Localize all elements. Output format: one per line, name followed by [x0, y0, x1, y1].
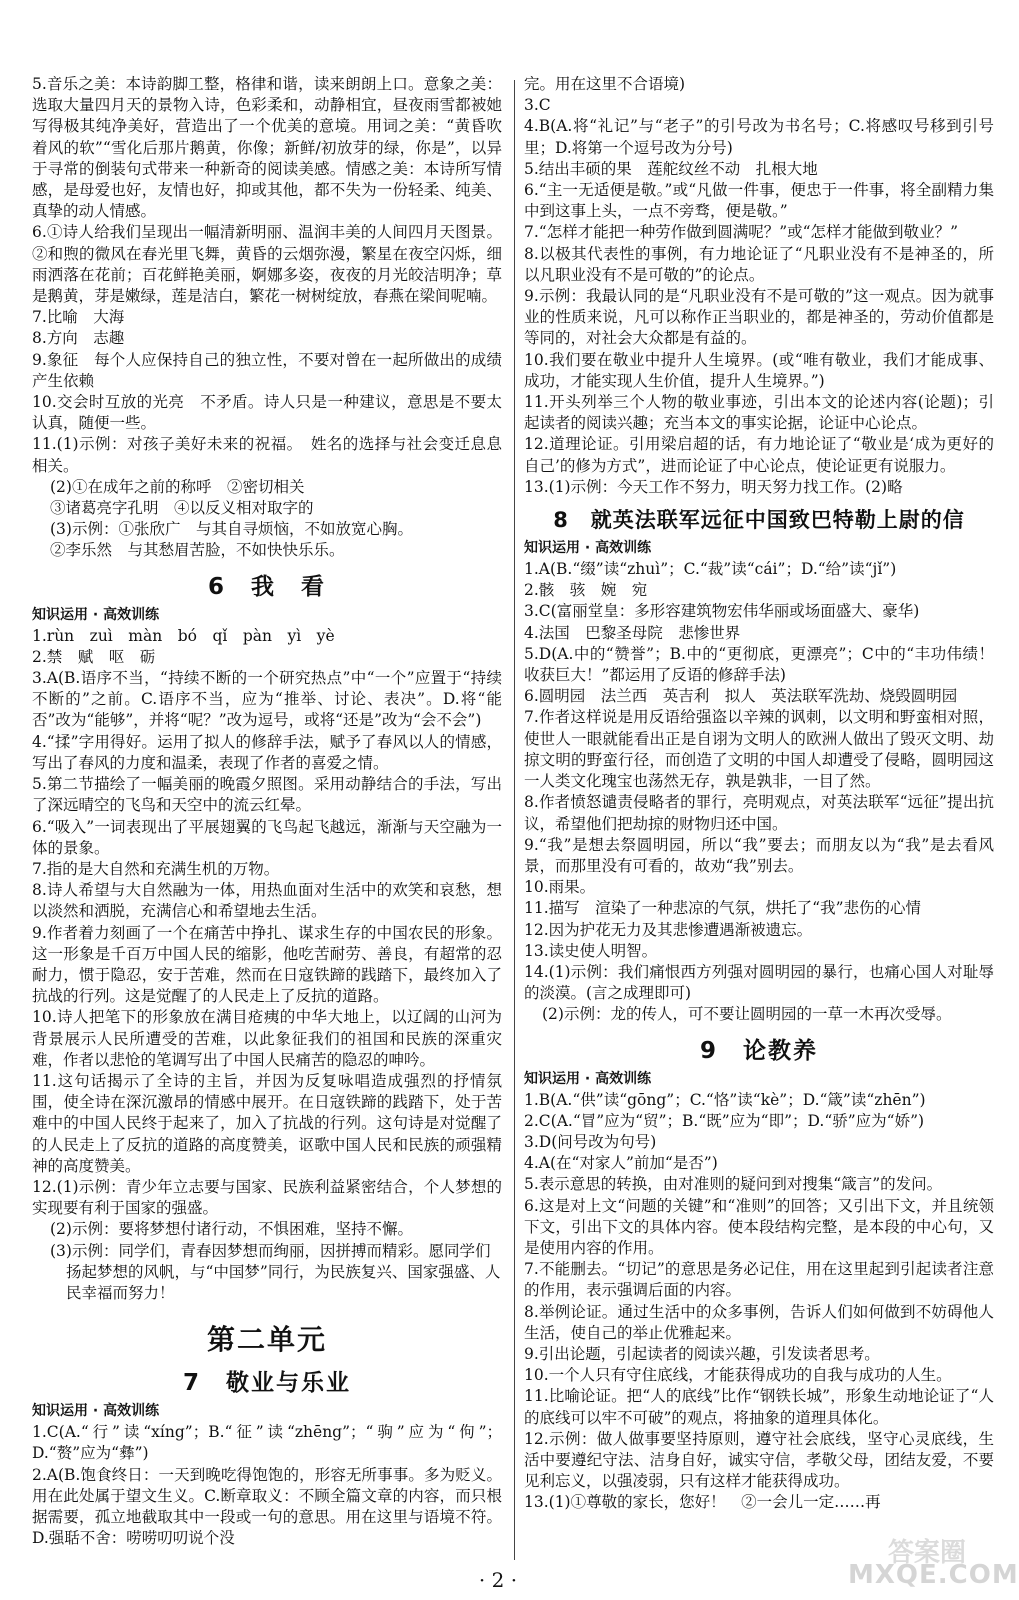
- answer-item: 9.示例：我最认同的是“凡职业没有不是可敬的”这一观点。因为就事业的性质来说，凡可以称作正当职业的，都是神圣的，劳动价值都是等同的，对社会大众都是有益的。: [524, 287, 994, 348]
- answer-item: 7.指的是大自然和充满生机的万物。: [32, 859, 280, 878]
- answer-item: 5.结出丰硕的果 莲舵纹丝不动 扎根大地: [524, 159, 818, 178]
- answer-item: 2.C(A.“冒”应为“贸”；B.“既”应为“即”；D.“骄”应为“娇”): [524, 1111, 925, 1130]
- lesson7-section-label: 知识运用 · 高效训练: [32, 1403, 160, 1420]
- answer-item: 4.A(在“对家人”前加“是否”): [524, 1154, 718, 1173]
- lesson6-heading: 6 我 看: [207, 573, 326, 600]
- answer-item: 11.(1)示例：对孩子美好未来的祝福。 姓名的选择与社会变迁息息相关。: [32, 435, 502, 475]
- lesson6-q12-subanswers: [32, 1219, 502, 1304]
- answer-item: 12.因为护花无力及其悲惨遭遇渐被遗忘。: [524, 920, 813, 939]
- answer-item: 4.B(A.将“礼记”与“老子”的引号改为书名号；C.将感叹号移到引号里；D.将第一个逗号改为分号): [524, 117, 994, 157]
- answer-item: 9.引出论题，引起读者的阅读兴趣，引发读者思考。: [524, 1344, 880, 1363]
- sub-answer-item: ③诸葛亮字孔明 ④以反义相对取字的: [50, 499, 314, 518]
- unit-title: 第二单元: [206, 1323, 327, 1357]
- sub-answer-item: (2)示例：龙的传人，可不要让圆明园的一草一木再次受辱。: [542, 1005, 952, 1024]
- page-number: · 2 ·: [478, 1568, 518, 1592]
- lesson7-heading: 7 敬业与乐业: [182, 1370, 351, 1397]
- answer-item: 7.“怎样才能把一种劳作做到圆满呢？”或“怎样才能做到敬业？”: [524, 223, 958, 242]
- answer-item: 10.雨果。: [524, 878, 596, 897]
- answer-item: 11.比喻论证。把“人的底线”比作“钢铁长城”，形象生动地论证了“人的底线可以牢不可破”的观点，将抽象的道理具体化。: [524, 1387, 994, 1427]
- answer-item: 12.(1)示例：青少年立志要与国家、民族利益紧密结合，个人梦想的实现要有利于国家的强盛。: [32, 1177, 502, 1218]
- answer-item: 5.表示意思的转换，由对准则的疑问到对搜集“箴言”的发问。: [524, 1175, 943, 1194]
- answer-item: 8.诗人希望与大自然融为一体，用热血面对生活中的欢笑和哀愁，想以淡然和洒脱，充满信心和希望地去生活。: [32, 881, 502, 921]
- answer-item: 完。用在这里不合语境): [524, 75, 686, 93]
- answer-item: 10.我们要在敬业中提升人生境界。(或“唯有敬业，我们才能成事、成功，才能实现人生价值，提升人生境界。”): [524, 350, 994, 390]
- sub-answer-item: ②李乐然 与其愁眉苦脸，不如快快乐乐。: [50, 541, 345, 560]
- sub-answer-item: (3)示例：同学们，青春因梦想而绚丽，因拼搏而精彩。愿同学们扬起梦想的风帆，与“中国梦”同行，为民族复兴、国家强盛、人民幸福而努力！: [50, 1241, 501, 1302]
- answer-item: 5.第二节描绘了一幅美丽的晚霞夕照图。采用动静结合的手法，写出了深远晴空的飞鸟和天空中的流云红晕。: [32, 775, 502, 815]
- lesson8-heading: 8 就英法联军远征中国致巴特勒上尉的信: [553, 508, 965, 533]
- answer-item: 12.道理论证。引用梁启超的话，有力地论证了“敬业是‘成为更好的自己’的修为方式”，进而论证了中心论点，使论证更有说服力。: [524, 435, 994, 475]
- lesson7-answers: [32, 1422, 502, 1549]
- answer-item: 4.“揉”字用得好。运用了拟人的修辞手法，赋予了春风以人的情感，写出了春风的力度和温柔，表现了作者的喜爱之情。: [32, 732, 502, 772]
- sub-answer-item: (3)示例：①张欣广 与其自寻烦恼，不如放宽心胸。: [50, 520, 413, 539]
- answer-item: 11.开头列举三个人物的敬业事迹，引出本文的论述内容(论题)；引起读者的阅读兴趣；充当本文的事实论据，论证中心论点。: [524, 393, 994, 433]
- answer-item: 8.以极其代表性的事例，有力地论证了“凡职业没有不是神圣的，所以凡职业没有不是可敬的”的论点。: [524, 244, 994, 284]
- answer-item: 7.不能删去。“切记”的意思是务必记住，用在这里起到引起读者注意的作用，表示强调后面的内容。: [524, 1260, 994, 1300]
- answer-page: [18, 74, 994, 1564]
- answer-item: 6.“主一无适便是敬。”或“凡做一件事，便忠于一件事，将全副精力集中到这事上头，一点不旁骛，便是敬。”: [524, 181, 994, 221]
- answer-item: 13.(1)①尊敬的家长，您好！ ②一会儿一定……再: [524, 1493, 881, 1512]
- answer-item: 6.“吸入”一词表现出了平展翅翼的飞鸟起飞越远，渐渐与天空融为一体的景象。: [32, 817, 502, 857]
- watermark-logo: 答案圈: [888, 1538, 967, 1568]
- answer-item: 5.音乐之美：本诗韵脚工整，格律和谐，读来朗朗上口。意象之美：选取大量四月天的景物入诗，色彩柔和，动静相宜，昼夜雨雪都被她写得极其纯净美好，营造出了一个优美的意境。用词之美：“黄昏吹着风的软”“雪化后那片鹅黄，你像；新鲜/初放芽的绿，你是”，以异于寻常的倒装句式带来一种新奇的阅读美感。情感之美：本诗所写情感，是母爱也好，友情也好，抑或其他，都不失为一份轻柔、纯美、真挚的动人情感。: [32, 75, 502, 221]
- answer-item: 2.骸 骇 婉 宛: [524, 581, 648, 600]
- answer-item: 8.作者愤怒谴责侵略者的罪行，亮明观点，对英法联军“远征”提出抗议，希望他们把劫掠的财物归还中国。: [524, 793, 994, 833]
- watermark: [848, 1532, 1019, 1592]
- lesson9-answers: [524, 1090, 994, 1514]
- answer-item: 14.(1)示例：我们痛恨西方列强对圆明园的暴行，也痛心国人对耻辱的淡漠。(言之成理即可): [524, 962, 994, 1003]
- answer-item: 13.(1)示例：今天工作不努力，明天努力找工作。(2)略: [524, 477, 903, 496]
- answer-item: 11.描写 渲染了一种悲凉的气氛，烘托了“我”悲伤的心情: [524, 899, 921, 918]
- answer-item: 5.D(A.中的“赞誉”；B.中的“更彻底，更漂亮”；C中的“丰功伟绩！收获巨大！”都运用了反语的修辞手法): [524, 644, 994, 685]
- lesson5-answers: [32, 74, 502, 477]
- lesson8-answers: [524, 559, 994, 1004]
- lesson8-section-label: 知识运用 · 高效训练: [524, 540, 652, 557]
- answer-item: 8.举例论证。通过生活中的众多事例，告诉人们如何做到不妨碍他人生活，使自己的举止优雅起来。: [524, 1302, 994, 1342]
- answer-item: 7.比喻 大海: [32, 308, 125, 327]
- answer-item: 2.A(B.饱食终日：一天到晚吃得饱饱的，形容无所事事。多为贬义。用在此处属于望文生义。C.断章取义：不顾全篇文章的内容，而只根据需要，孤立地截取其中一段或一句的意思。用在这里与语境不符。D.强聒不舍：唠唠叨叨说个没: [32, 1465, 502, 1548]
- lesson8-q14-subanswers: [524, 1004, 994, 1025]
- answer-item: 3.A(B.语序不当，“持续不断的一个研究热点”中“一个”应置于“持续不断的”之前。C.语序不当，应为“推举、讨论、表决”。D.将“能否”改为“能够”，并将“呢？”改为逗号，或将“还是”改为“会不会”): [32, 669, 502, 730]
- answer-item: 3.C(富丽堂皇：多形容建筑物宏伟华丽或场面盛大、豪华): [524, 602, 920, 621]
- left-column: [32, 74, 502, 1549]
- sub-answer-item: (2)①在成年之前的称呼 ②密切相关: [50, 477, 305, 496]
- answer-item: 10.交会时互放的光亮 不矛盾。诗人只是一种建议，意思是不要太认真，随便一些。: [32, 393, 502, 433]
- answer-item: 13.读史使人明智。: [524, 941, 658, 960]
- answer-item: 3.D(问号改为句号): [524, 1132, 657, 1151]
- answer-item: 6.这是对上文“问题的关键”和“准则”的回答；又引出下文，并且统领下文，引出下文的具体内容。使本段结构完整，是本段的中心句，又是使用内容的作用。: [524, 1196, 994, 1257]
- sub-answer-item: (2)示例：要将梦想付诸行动，不惧困难，坚持不懈。: [50, 1220, 413, 1239]
- answer-item: 6.①诗人给我们呈现出一幅清新明丽、温润丰美的人间四月天图景。②和煦的微风在春光里飞舞，黄昏的云烟弥漫，繁星在夜空闪烁，细雨洒落在花前；百花鲜艳美丽，婀娜多姿，夜夜的月光皎洁明净；草是鹅黄，芽是嫩绿，莲是洁白，繁花一树树绽放，春燕在梁间呢喃。: [32, 223, 502, 306]
- answer-item: 9.作者着力刻画了一个在痛苦中挣扎、谋求生存的中国农民的形象。这一形象是千百万中国人民的缩影，他吃苦耐劳、善良，有超常的忍耐力，惯于隐忍，安于苦难，然而在日寇铁蹄的践踏下，最终加入了抗战的行列。这是觉醒了的人民走上了反抗的道路。: [32, 923, 502, 1006]
- answer-item: 3.C: [524, 96, 551, 115]
- lesson6-pinyin-answer: 1.rùn zuì màn bó qǐ pàn yì yè: [32, 626, 335, 645]
- answer-item: 4.法国 巴黎圣母院 悲惨世界: [524, 623, 741, 642]
- answer-item: 1.A(B.“缀”读“zhuì”；C.“裁”读“cái”；D.“给”读“jǐ”): [524, 560, 897, 579]
- lesson9-section-label: 知识运用 · 高效训练: [524, 1070, 652, 1087]
- answer-item: 11.这句话揭示了全诗的主旨，并因为反复咏唱造成强烈的抒情氛围，使全诗在深沉激昂的情感中展开。在日寇铁蹄的践踏下，处于苦难中的中国人民终于起来了，加入了抗战的行列。这句诗是对觉醒了的人民走上了反抗的道路的高度赞美，讴歌中国人民和民族的顽强精神的高度赞美。: [32, 1071, 502, 1175]
- answer-item: 10.诗人把笔下的形象放在满目疮痍的中华大地上，以辽阔的山河为背景展示人民所遭受的苦难，以此象征我们的祖国和民族的深重灾难，作者以悲怆的笔调写出了中国人民痛苦的隐忍的呻吟。: [32, 1008, 502, 1069]
- watermark-text: MXQE.COM: [848, 1560, 1019, 1590]
- answer-item: 1.C(A.“行”读“xíng”；B.“征”读“zhēng”；“驹”应为“佝”；D.“赘”应为“彝”): [32, 1423, 502, 1463]
- lesson6-answers: [32, 647, 502, 1219]
- answer-item: 9.象征 每个人应保持自己的独立性，不要对曾在一起所做出的成绩产生依赖: [32, 350, 502, 390]
- answer-item: 12.示例：做人做事要坚持原则，遵守社会底线，坚守心灵底线，生活中要遵纪守法、洁身自好，诚实守信，孝敬父母，团结友爱，不要见利忘义，以强凌弱，只有这样才能获得成功。: [524, 1429, 994, 1491]
- answer-item: 8.方向 志趣: [32, 329, 125, 348]
- lesson7-answers-continued: [524, 74, 994, 498]
- answer-item: 10.一个人只有守住底线，才能获得成功的自我与成功的人生。: [524, 1366, 952, 1385]
- answer-item: 1.B(A.“供”读“gōng”；C.“恪”读“kè”；D.“箴”读“zhēn”): [524, 1090, 926, 1109]
- right-column: [524, 74, 994, 1514]
- column-divider: [514, 80, 515, 1560]
- answer-item: 6.圆明园 法兰西 英吉利 拟人 英法联军洗劫、烧毁圆明园: [524, 687, 958, 706]
- lesson6-section-label: 知识运用 · 高效训练: [32, 606, 160, 623]
- answer-item: 2.禁 赋 呕 砺: [32, 647, 156, 666]
- lesson5-q11-subanswers: [32, 477, 502, 562]
- answer-item: 7.作者这样说是用反语给强盗以辛辣的讽刺，以文明和野蛮相对照，使世人一眼就能看出正是自诩为文明人的欧洲人做出了毁灭文明、劫掠文明的野蛮行径，而创造了文明的中国人却遭受了侵略，圆明园这一人类文化瑰宝也荡然无存，孰是孰非，一目了然。: [524, 708, 994, 791]
- lesson9-heading: 9 论教养: [699, 1037, 818, 1064]
- answer-item: 9.“我”是想去祭圆明园，所以“我”要去；而朋友以为“我”是去看风景，而那里没有可看的，故劝“我”别去。: [524, 835, 994, 875]
